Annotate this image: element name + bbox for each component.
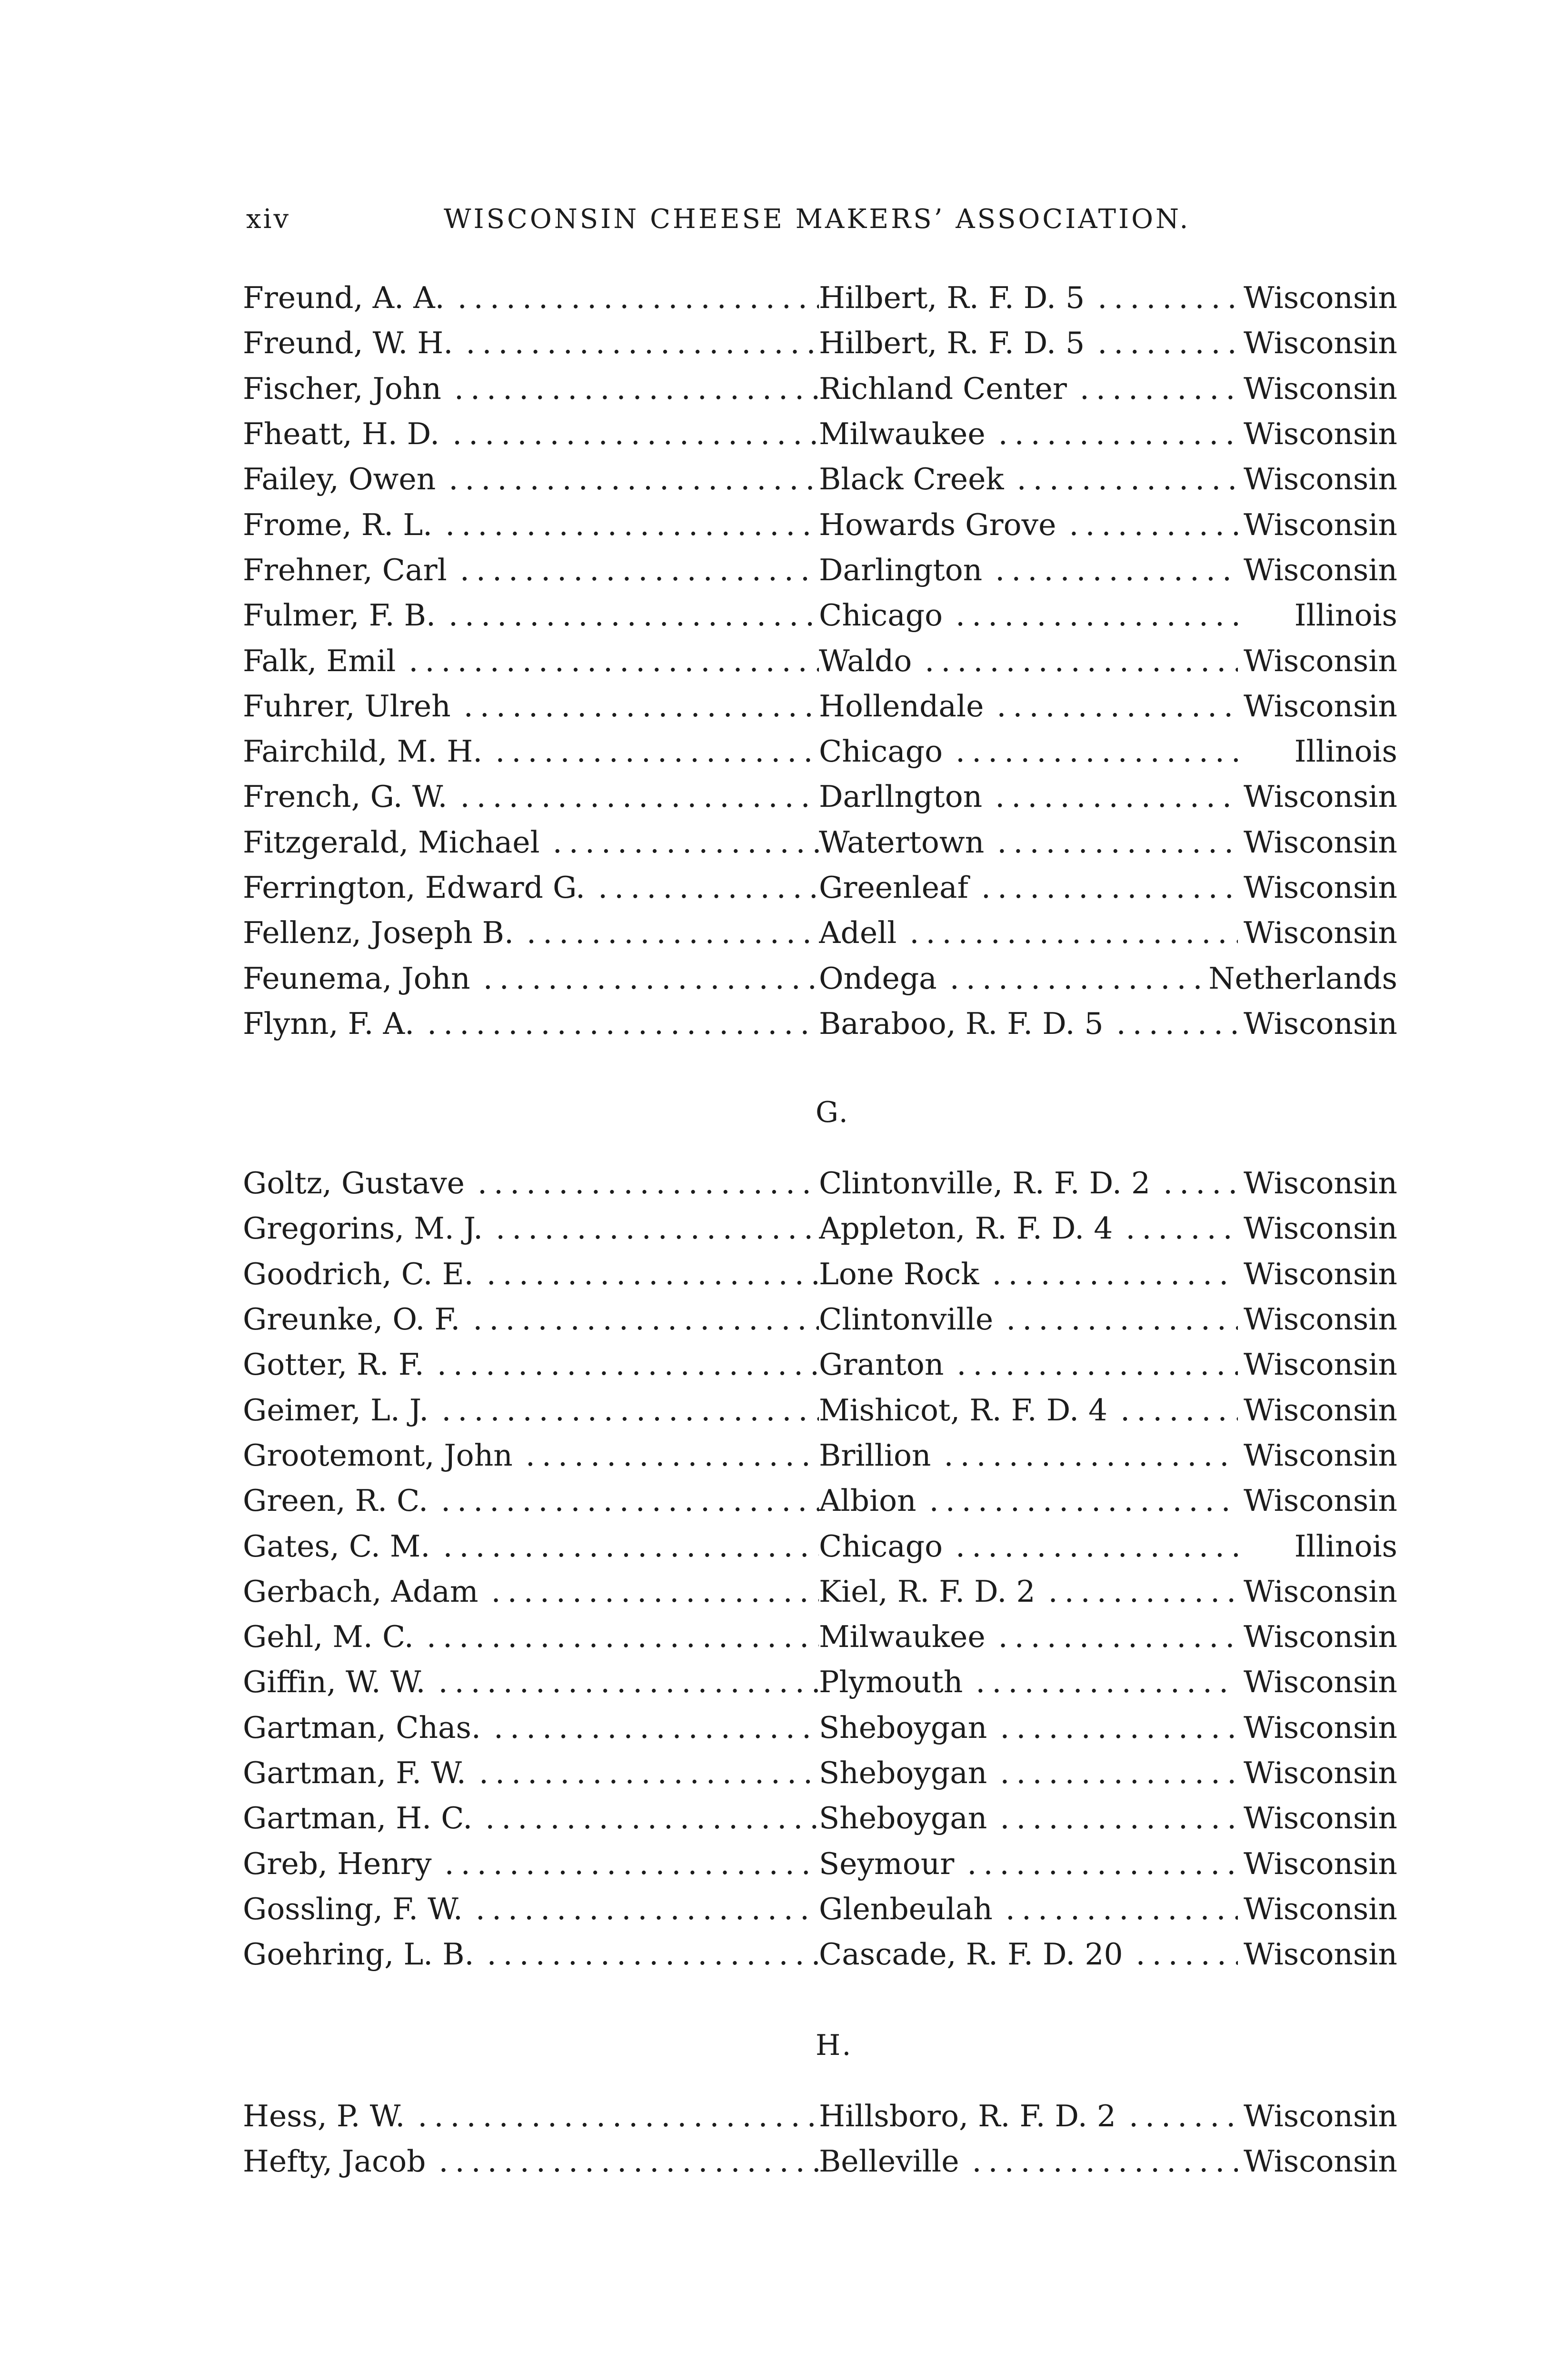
member-place: Darlington — [819, 553, 987, 587]
member-name: Fischer, John — [243, 371, 446, 406]
member-place: Seymour — [819, 1846, 959, 1881]
member-name: Fheatt, H. D. — [243, 416, 444, 451]
member-name: Fulmer, F. B. — [243, 598, 440, 633]
member-name: Gates, C. M. — [243, 1529, 435, 1564]
member-state: Netherlands — [1205, 961, 1397, 996]
member-name: Gartman, H. C. — [243, 1801, 477, 1835]
section-heading-g: G. — [816, 1096, 849, 1129]
member-place: Darllngton — [819, 779, 987, 814]
member-state: Wisconsin — [1241, 1211, 1397, 1246]
member-place: Hilbert, R. F. D. 5 — [819, 326, 1089, 360]
list-item — [243, 1705, 1397, 1750]
member-name: Gregorins, M. J. — [243, 1211, 488, 1246]
member-place: Chicago — [819, 1529, 947, 1564]
member-name: Falk, Emil — [243, 644, 400, 678]
member-state: Wisconsin — [1241, 1166, 1397, 1200]
member-place: Chicago — [819, 598, 947, 633]
list-item — [243, 1932, 1397, 1977]
member-place: Mishicot, R. F. D. 4 — [819, 1393, 1112, 1428]
list-item — [243, 865, 1397, 910]
member-state: Wisconsin — [1241, 1846, 1397, 1881]
member-name: Hess, P. W. — [243, 2099, 409, 2133]
member-place: Hillsboro, R. F. D. 2 — [819, 2099, 1121, 2133]
member-name: Giffin, W. W. — [243, 1665, 430, 1699]
member-state: Wisconsin — [1241, 825, 1397, 860]
member-state: Wisconsin — [1241, 1257, 1397, 1291]
member-name: Frome, R. L. — [243, 507, 437, 542]
member-name: Goehring, L. B. — [243, 1937, 479, 1972]
member-name: Ferrington, Edward G. — [243, 870, 590, 905]
member-state: Wisconsin — [1241, 1801, 1397, 1835]
list-item — [243, 774, 1397, 819]
member-place: Chicago — [819, 734, 947, 769]
member-name: French, G. W. — [243, 779, 452, 814]
member-place: Watertown — [819, 825, 989, 860]
member-list-f — [243, 275, 1397, 1046]
member-state: Illinois — [1292, 734, 1397, 769]
member-state: Wisconsin — [1241, 462, 1397, 496]
member-place: Hollendale — [819, 689, 988, 724]
member-name: Goodrich, C. E. — [243, 1257, 478, 1291]
member-name: Fellenz, Joseph B. — [243, 915, 518, 950]
member-place: Clintonville — [819, 1302, 998, 1337]
list-item — [243, 2139, 1397, 2184]
member-place: Ondega — [819, 961, 942, 996]
list-item — [243, 729, 1397, 774]
member-state: Wisconsin — [1241, 1755, 1397, 1790]
member-name: Gartman, F. W. — [243, 1755, 471, 1790]
member-state: Wisconsin — [1241, 1619, 1397, 1654]
member-name: Freund, W. H. — [243, 326, 458, 360]
member-place: Greenleaf — [819, 870, 973, 905]
member-state: Wisconsin — [1241, 644, 1397, 678]
list-item — [243, 1614, 1397, 1659]
member-state: Illinois — [1292, 1529, 1397, 1564]
member-place: Sheboygan — [819, 1755, 992, 1790]
member-place: Baraboo, R. F. D. 5 — [819, 1006, 1108, 1041]
list-item — [243, 1841, 1397, 1886]
member-name: Flynn, F. A. — [243, 1006, 419, 1041]
member-name: Geimer, L. J. — [243, 1393, 433, 1428]
member-name: Frehner, Carl — [243, 553, 452, 587]
member-name: Green, R. C. — [243, 1483, 433, 1518]
page-header — [246, 204, 1208, 242]
member-place: Cascade, R. F. D. 20 — [819, 1937, 1128, 1972]
list-item — [243, 1659, 1397, 1705]
list-item — [243, 1160, 1397, 1206]
list-item — [243, 593, 1397, 638]
member-name: Feunema, John — [243, 961, 475, 996]
list-item — [243, 820, 1397, 865]
list-item — [243, 275, 1397, 320]
list-item — [243, 684, 1397, 729]
member-state: Wisconsin — [1241, 553, 1397, 587]
member-place: Appleton, R. F. D. 4 — [819, 1211, 1117, 1246]
list-item — [243, 638, 1397, 683]
member-place: Kiel, R. F. D. 2 — [819, 1574, 1040, 1609]
member-place: Lone Rock — [819, 1257, 984, 1291]
member-name: Fitzgerald, Michael — [243, 825, 545, 860]
member-name: Gotter, R. F. — [243, 1347, 429, 1382]
member-place: Sheboygan — [819, 1710, 992, 1745]
member-state: Wisconsin — [1241, 326, 1397, 360]
member-place: Clintonville, R. F. D. 2 — [819, 1166, 1155, 1200]
member-name: Greb, Henry — [243, 1846, 437, 1881]
member-place: Milwaukee — [819, 1619, 990, 1654]
member-state: Wisconsin — [1241, 507, 1397, 542]
member-state: Wisconsin — [1241, 915, 1397, 950]
member-name: Grootemont, John — [243, 1438, 518, 1473]
member-place: Sheboygan — [819, 1801, 992, 1835]
member-name: Gehl, M. C. — [243, 1619, 418, 1654]
list-item — [243, 1206, 1397, 1251]
list-item — [243, 1251, 1397, 1297]
list-item — [243, 1433, 1397, 1478]
list-item — [243, 366, 1397, 411]
member-state: Wisconsin — [1241, 1574, 1397, 1609]
member-state: Wisconsin — [1241, 2099, 1397, 2133]
member-state: Wisconsin — [1241, 1710, 1397, 1745]
member-state: Wisconsin — [1241, 1006, 1397, 1041]
member-state: Wisconsin — [1241, 1483, 1397, 1518]
member-state: Wisconsin — [1241, 870, 1397, 905]
list-item — [243, 910, 1397, 955]
member-place: Brillion — [819, 1438, 936, 1473]
member-place: Black Creek — [819, 462, 1009, 496]
member-list-h — [243, 2093, 1397, 2184]
member-state: Wisconsin — [1241, 1892, 1397, 1926]
member-name: Gartman, Chas. — [243, 1710, 486, 1745]
member-state: Wisconsin — [1241, 1438, 1397, 1473]
section-heading-h: H. — [816, 2029, 853, 2062]
member-name: Fuhrer, Ulreh — [243, 689, 456, 724]
member-place: Waldo — [819, 644, 916, 678]
member-name: Freund, A. A. — [243, 280, 449, 315]
member-list-g — [243, 1160, 1397, 1977]
member-place: Granton — [819, 1347, 948, 1382]
member-name: Failey, Owen — [243, 462, 440, 496]
list-item — [243, 1478, 1397, 1523]
member-state: Wisconsin — [1241, 779, 1397, 814]
member-place: Glenbeulah — [819, 1892, 997, 1926]
list-item — [243, 2093, 1397, 2139]
member-state: Wisconsin — [1241, 416, 1397, 451]
list-item — [243, 456, 1397, 502]
member-state: Wisconsin — [1241, 2144, 1397, 2179]
member-name: Gerbach, Adam — [243, 1574, 483, 1609]
list-item — [243, 955, 1397, 1001]
member-place: Richland Center — [819, 371, 1072, 406]
list-item — [243, 1001, 1397, 1046]
list-item — [243, 1342, 1397, 1387]
member-place: Plymouth — [819, 1665, 967, 1699]
list-item — [243, 320, 1397, 366]
member-state: Wisconsin — [1241, 371, 1397, 406]
member-name: Hefty, Jacob — [243, 2144, 431, 2179]
list-item — [243, 1569, 1397, 1614]
member-state: Wisconsin — [1241, 1937, 1397, 1972]
member-state: Wisconsin — [1241, 689, 1397, 724]
list-item — [243, 547, 1397, 593]
member-name: Greunke, O. F. — [243, 1302, 465, 1337]
member-name: Goltz, Gustave — [243, 1166, 469, 1200]
list-item — [243, 1750, 1397, 1795]
list-item — [243, 1523, 1397, 1568]
list-item — [243, 1387, 1397, 1432]
member-state: Wisconsin — [1241, 1665, 1397, 1699]
member-place: Hilbert, R. F. D. 5 — [819, 280, 1089, 315]
page-number: xiv — [246, 204, 291, 235]
member-name: Gossling, F. W. — [243, 1892, 468, 1926]
member-state: Wisconsin — [1241, 1302, 1397, 1337]
member-place: Albion — [819, 1483, 921, 1518]
list-item — [243, 502, 1397, 547]
list-item — [243, 1795, 1397, 1841]
member-state: Wisconsin — [1241, 280, 1397, 315]
list-item — [243, 1297, 1397, 1342]
member-place: Adell — [819, 915, 901, 950]
running-title: WISCONSIN CHEESE MAKERS’ ASSOCIATION. — [444, 204, 1191, 235]
member-state: Wisconsin — [1241, 1393, 1397, 1428]
list-item — [243, 1886, 1397, 1932]
member-state: Illinois — [1292, 598, 1397, 633]
member-state: Wisconsin — [1241, 1347, 1397, 1382]
list-item — [243, 411, 1397, 456]
member-place: Belleville — [819, 2144, 964, 2179]
member-name: Fairchild, M. H. — [243, 734, 487, 769]
member-place: Milwaukee — [819, 416, 990, 451]
member-place: Howards Grove — [819, 507, 1061, 542]
